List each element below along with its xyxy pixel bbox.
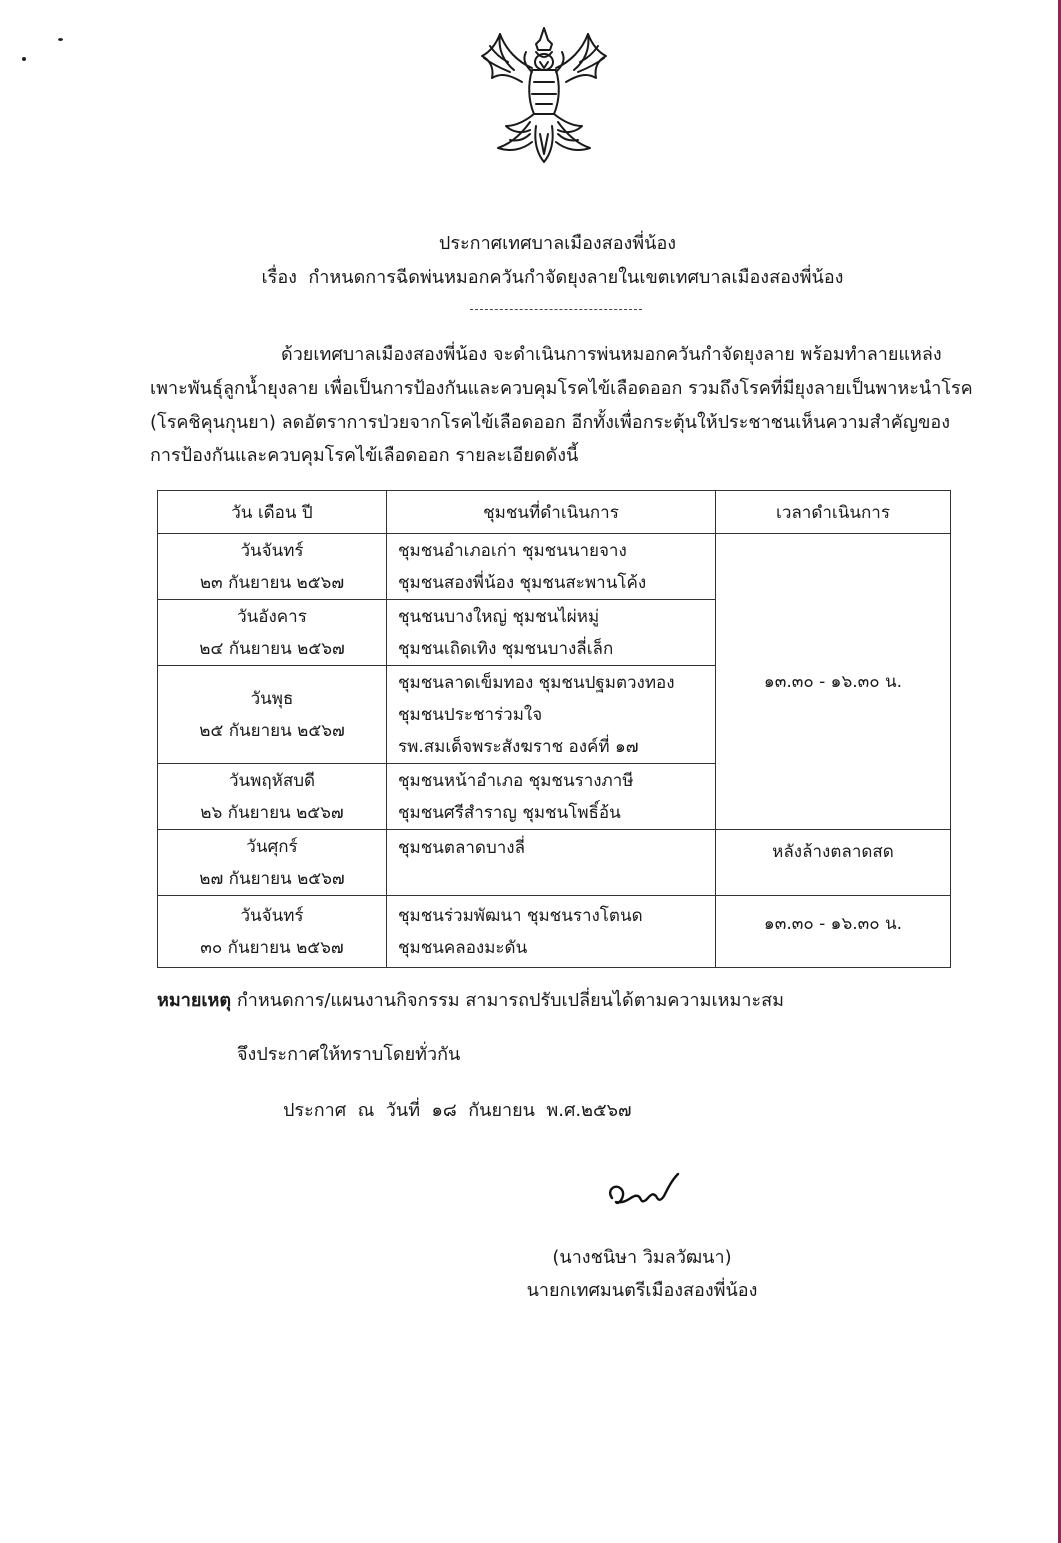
day-name: วันพฤหัสบดี — [228, 770, 316, 791]
paragraph-line-4: การป้องกันและควบคุมโรคไข้เลือดออก รายละเอียดดังนี้ — [150, 445, 579, 466]
announcement-title: ประกาศเทศบาลเมืองสองพี่น้อง — [438, 233, 677, 254]
header-communities: ชุมชนที่ดำเนินการ — [387, 491, 716, 534]
date-text: ๒๖ กันยายน ๒๕๖๗ — [200, 802, 344, 823]
community-line: ชุมชนอำเภอเก่า ชุมชนนายจาง — [398, 540, 627, 561]
day-name: วันจันทร์ — [240, 540, 304, 561]
note-line — [157, 992, 784, 1010]
header-divider — [470, 309, 642, 310]
handwritten-signature — [598, 1168, 698, 1218]
date-cell — [158, 666, 387, 764]
time-text: หลังล้างตลาดสด — [772, 842, 894, 862]
table-header-row — [158, 491, 951, 534]
table-row — [158, 896, 951, 968]
schedule-table — [157, 490, 951, 968]
paragraph-line-1: ด้วยเทศบาลเมืองสองพี่น้อง จะดำเนินการพ่นหมอกควันกำจัดยุงลาย พร้อมทำลายแหล่ง — [281, 344, 942, 365]
date-cell — [158, 830, 387, 896]
time-cell — [716, 896, 951, 968]
date-cell — [158, 600, 387, 666]
communities-cell — [387, 534, 716, 600]
note-text: กำหนดการ/แผนงานกิจกรรม สามารถปรับเปลี่ยนได้ตามความเหมาะสม — [236, 990, 784, 1011]
subject-label: เรื่อง — [261, 267, 297, 288]
header-date: วัน เดือน ปี — [158, 491, 387, 534]
garuda-emblem — [470, 22, 618, 172]
time-text: ๑๓.๓๐ - ๑๖.๓๐ น. — [763, 914, 903, 934]
community-line: ชุมชนคลองมะดัน — [398, 937, 528, 958]
paragraph-line-3: (โรคชิคุนกุนยา) ลดอัตราการป่วยจากโรคไข้เลือดออก อีกทั้งเพื่อกระตุ้นให้ประชาชนเห็นความสำคัญของ — [150, 412, 951, 433]
subject-line — [22, 262, 1061, 291]
announce-date: ประกาศ ณ วันที่ ๑๘ กันยายน พ.ศ.๒๕๖๗ — [283, 1100, 632, 1121]
note-label: หมายเหตุ — [157, 990, 232, 1011]
date-cell — [158, 896, 387, 968]
date-text: ๒๕ กันยายน ๒๕๖๗ — [199, 720, 345, 741]
date-text: ๓๐ กันยายน ๒๕๖๗ — [200, 937, 344, 958]
date-text: ๒๗ กันยายน ๒๕๖๗ — [199, 868, 345, 889]
header-time: เวลาดำเนินการ — [716, 491, 951, 534]
day-name: วันศุกร์ — [246, 836, 298, 857]
time-text: ๑๓.๓๐ - ๑๖.๓๐ น. — [763, 672, 903, 692]
communities-cell — [387, 666, 716, 764]
closing-line: จึงประกาศให้ทราบโดยทั่วกัน — [237, 1044, 461, 1065]
date-text: ๒๔ กันยายน ๒๕๖๗ — [199, 638, 345, 659]
communities-cell — [387, 896, 716, 968]
time-cell — [716, 830, 951, 896]
signatory-position: นายกเทศมนตรีเมืองสองพี่น้อง — [526, 1280, 758, 1301]
table-row — [158, 534, 951, 600]
day-name: วันอังคาร — [237, 606, 307, 627]
communities-cell — [387, 764, 716, 830]
date-cell — [158, 764, 387, 830]
signatory-name: (นางชนิษา วิมลวัฒนา) — [552, 1247, 732, 1268]
community-line: ชุมชนตลาดบางลี่ — [398, 838, 526, 858]
community-line: ชุมชนเถิดเทิง ชุมชนบางลี่เล็ก — [398, 638, 614, 659]
day-name: วันจันทร์ — [240, 905, 304, 926]
paragraph-line-2: เพาะพันธุ์ลูกน้ำยุงลาย เพื่อเป็นการป้องกันและควบคุมโรคไข้เลือดออก รวมถึงโรคที่มียุงลายเป็นพาหะนำโรค — [150, 378, 973, 399]
scan-speck — [22, 57, 26, 61]
scan-speck — [58, 38, 63, 41]
date-cell — [158, 534, 387, 600]
subject-text: กำหนดการฉีดพ่นหมอกควันกำจัดยุงลายในเขตเทศบาลเมืองสองพี่น้อง — [308, 267, 844, 288]
communities-cell — [387, 600, 716, 666]
time-cell — [716, 534, 951, 830]
community-line: ชุมชนสองพี่น้อง ชุมชนสะพานโค้ง — [398, 572, 647, 593]
date-text: ๒๓ กันยายน ๒๕๖๗ — [199, 572, 345, 593]
community-line: ชุมชนประชาร่วมใจ — [398, 704, 543, 725]
community-line: ชุมชนหน้าอำเภอ ชุมชนรางภาษี — [398, 770, 634, 791]
community-line: ชุมชนลาดเข็มทอง ชุมชนปฐมตวงทอง — [398, 672, 675, 693]
community-line: ชุนชนบางใหญ่ ชุมชนไผ่หมู่ — [398, 606, 600, 627]
community-line: ชุมชนศรีสำราญ ชุมชนโพธิ์อ้น — [398, 802, 621, 823]
table-row — [158, 830, 951, 896]
communities-cell — [387, 830, 716, 896]
day-name: วันพุธ — [250, 688, 294, 709]
community-line: ชุมชนร่วมพัฒนา ชุมชนรางโตนด — [398, 905, 643, 926]
community-line: รพ.สมเด็จพระสังฆราช องค์ที่ ๑๗ — [398, 736, 639, 757]
